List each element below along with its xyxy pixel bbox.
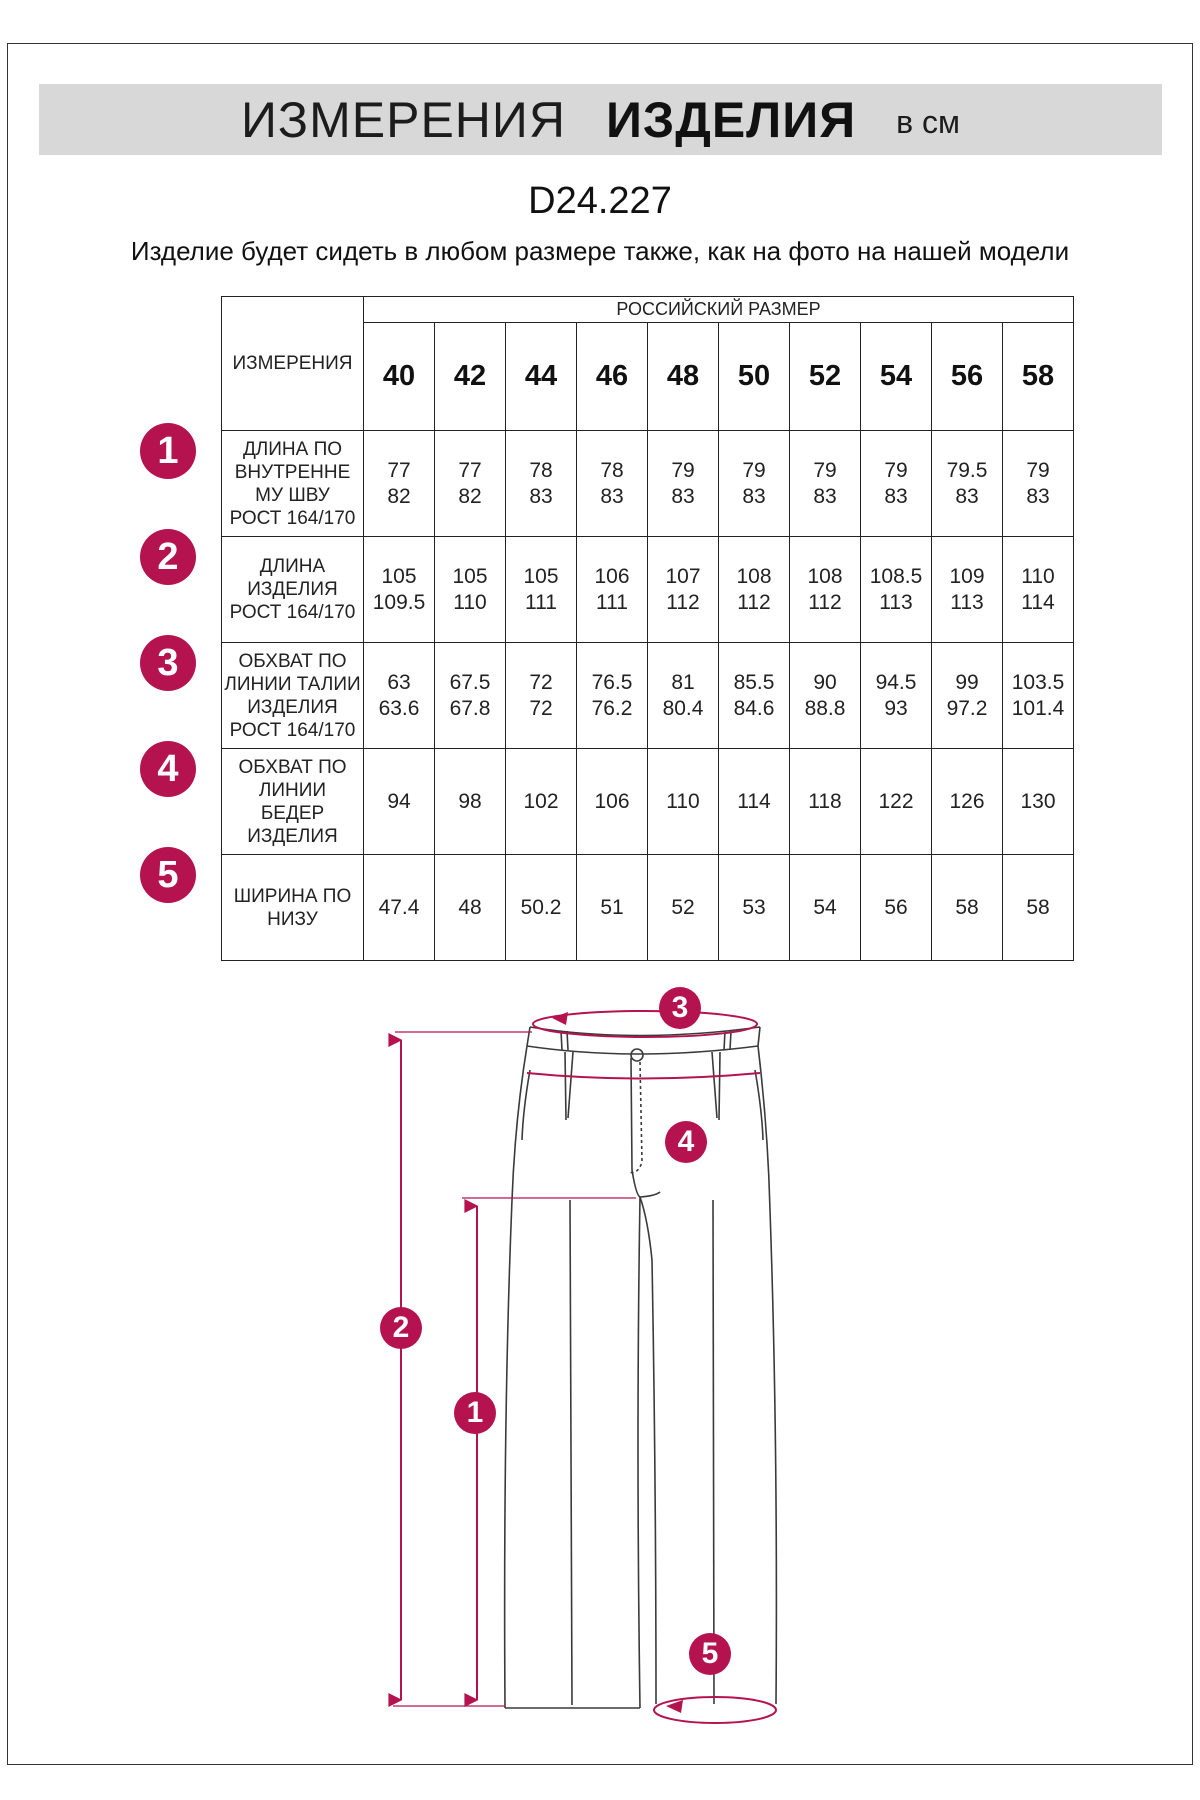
value-line: 112 [737,590,771,614]
value-line: 110 [666,789,700,813]
value-line: 112 [808,590,842,614]
row-label-line: ОБХВАТ ПО [238,756,347,778]
value-line: 108 [807,564,843,588]
value-line: 83 [884,484,908,508]
size-header-56: 56 [932,323,1003,431]
corner-label: ИЗМЕРЕНИЯ [232,353,353,374]
size-header-50: 50 [719,323,790,431]
value-line: 53 [742,895,766,919]
value-line: 79 [742,458,766,482]
value-line: 83 [600,484,624,508]
value-line: 94.5 [875,670,917,694]
row-badge-2: 2 [140,529,196,585]
size-header-54: 54 [861,323,932,431]
diagram-marker-1: 1 [454,1392,496,1434]
value-line: 77 [458,458,482,482]
row-label-line: ДЛИНА [259,556,326,577]
value-line: 99 [955,670,979,694]
value-line: 108 [736,564,772,588]
value-line: 50.2 [520,895,562,919]
row-badge-4: 4 [140,741,196,797]
size-header-42: 42 [435,323,506,431]
row-label-line: ЛИНИИ [258,779,327,801]
size-header-52: 52 [790,323,861,431]
value-line: 110 [453,590,487,614]
diagram-marker-4: 4 [665,1121,707,1163]
value-line: 97.2 [946,696,988,720]
row-label-line: РОСТ 164/170 [229,719,356,741]
value-line: 78 [600,458,624,482]
value-line: 109.5 [372,590,426,614]
value-line: 82 [387,484,411,508]
title-part-measurements: ИЗМЕРЕНИЯ [240,91,566,148]
value-line: 79.5 [946,458,988,482]
row-badge-5: 5 [140,847,196,903]
size-header-40: 40 [364,323,435,431]
row-label-line: ДЛИНА ПО [242,438,343,460]
row-label-line: ЛИНИИ ТАЛИИ [224,673,361,695]
value-line: 80.4 [662,696,704,720]
value-line: 81 [671,670,695,694]
value-line: 54 [813,895,837,919]
value-line: 113 [950,590,984,614]
value-line: 130 [1020,789,1056,813]
value-line: 47.4 [378,895,420,919]
row-label-line: НИЗУ [267,908,318,930]
value-line: 94 [387,789,411,813]
value-line: 107 [665,564,701,588]
value-line: 79 [671,458,695,482]
value-line: 72 [529,670,553,694]
size-header-46: 46 [577,323,648,431]
row-label-line: МУ ШВУ [255,484,330,506]
value-line: 67.8 [449,696,491,720]
value-line: 84.6 [733,696,775,720]
value-line: 85.5 [733,670,775,694]
article-code: D24.227 [528,180,672,222]
value-line: 106 [594,564,630,588]
value-line: 102 [523,789,559,813]
value-line: 114 [1021,590,1055,614]
value-line: 72 [529,696,553,720]
diagram-marker-5: 5 [689,1633,731,1675]
value-line: 83 [529,484,553,508]
value-line: 63 [387,670,411,694]
size-header-44: 44 [506,323,577,431]
title-part-units: в см [896,104,961,140]
value-line: 52 [671,895,695,919]
value-line: 93 [884,696,908,720]
value-line: 108.5 [869,564,923,588]
value-line: 111 [525,590,557,614]
value-line: 126 [949,789,985,813]
value-line: 48 [458,895,482,919]
title-part-item: ИЗДЕЛИЯ [605,91,857,148]
value-line: 83 [1026,484,1050,508]
row-label-line: РОСТ 164/170 [229,507,356,529]
value-line: 56 [884,895,908,919]
value-line: 118 [808,789,842,813]
value-line: 112 [666,590,700,614]
value-line: 105 [523,564,559,588]
size-header-58: 58 [1003,323,1074,431]
value-line: 111 [596,590,628,614]
value-line: 83 [671,484,695,508]
value-line: 103.5 [1011,670,1065,694]
value-line: 90 [813,670,837,694]
value-line: 105 [381,564,417,588]
value-line: 79 [1026,458,1050,482]
value-line: 109 [949,564,985,588]
fit-note: Изделие будет сидеть в любом размере также, как на фото на нашей модели [130,236,1070,266]
value-line: 82 [458,484,482,508]
trousers-outline [505,1027,777,1708]
row-label-line: ИЗДЕЛИЯ [247,696,338,718]
value-line: 78 [529,458,553,482]
value-line: 76.5 [591,670,633,694]
row-label-line: ВНУТРЕННЕ [234,461,351,483]
value-line: 83 [813,484,837,508]
value-line: 67.5 [449,670,491,694]
row-label-line: БЕДЕР [260,802,325,824]
row-label-line: ИЗДЕЛИЯ [247,825,338,847]
value-line: 106 [594,789,630,813]
row-label-line: ОБХВАТ ПО [238,650,347,672]
value-line: 105 [452,564,488,588]
value-line: 76.2 [591,696,633,720]
value-line: 98 [458,789,482,813]
value-line: 113 [879,590,913,614]
value-line: 88.8 [804,696,846,720]
row-label-line: РОСТ 164/170 [229,602,356,623]
size-header-48: 48 [648,323,719,431]
value-line: 79 [884,458,908,482]
row-badge-1: 1 [140,423,196,479]
value-line: 58 [955,895,979,919]
diagram-marker-3: 3 [659,987,701,1029]
value-line: 122 [878,789,914,813]
value-line: 110 [1021,564,1055,588]
value-line: 58 [1026,895,1050,919]
row-badge-3: 3 [140,635,196,691]
value-line: 83 [742,484,766,508]
diagram-marker-2: 2 [380,1307,422,1349]
waist-arrow-icon [552,1012,568,1025]
value-line: 63.6 [378,696,420,720]
row-label-line: ШИРИНА ПО [233,885,352,907]
value-line: 77 [387,458,411,482]
row-label-line: ИЗДЕЛИЯ [247,579,338,600]
value-line: 83 [955,484,979,508]
value-line: 101.4 [1011,696,1065,720]
value-line: 51 [600,895,624,919]
value-line: 79 [813,458,837,482]
size-group-header: РОССИЙСКИЙ РАЗМЕР [364,297,1074,323]
value-line: 114 [737,789,771,813]
